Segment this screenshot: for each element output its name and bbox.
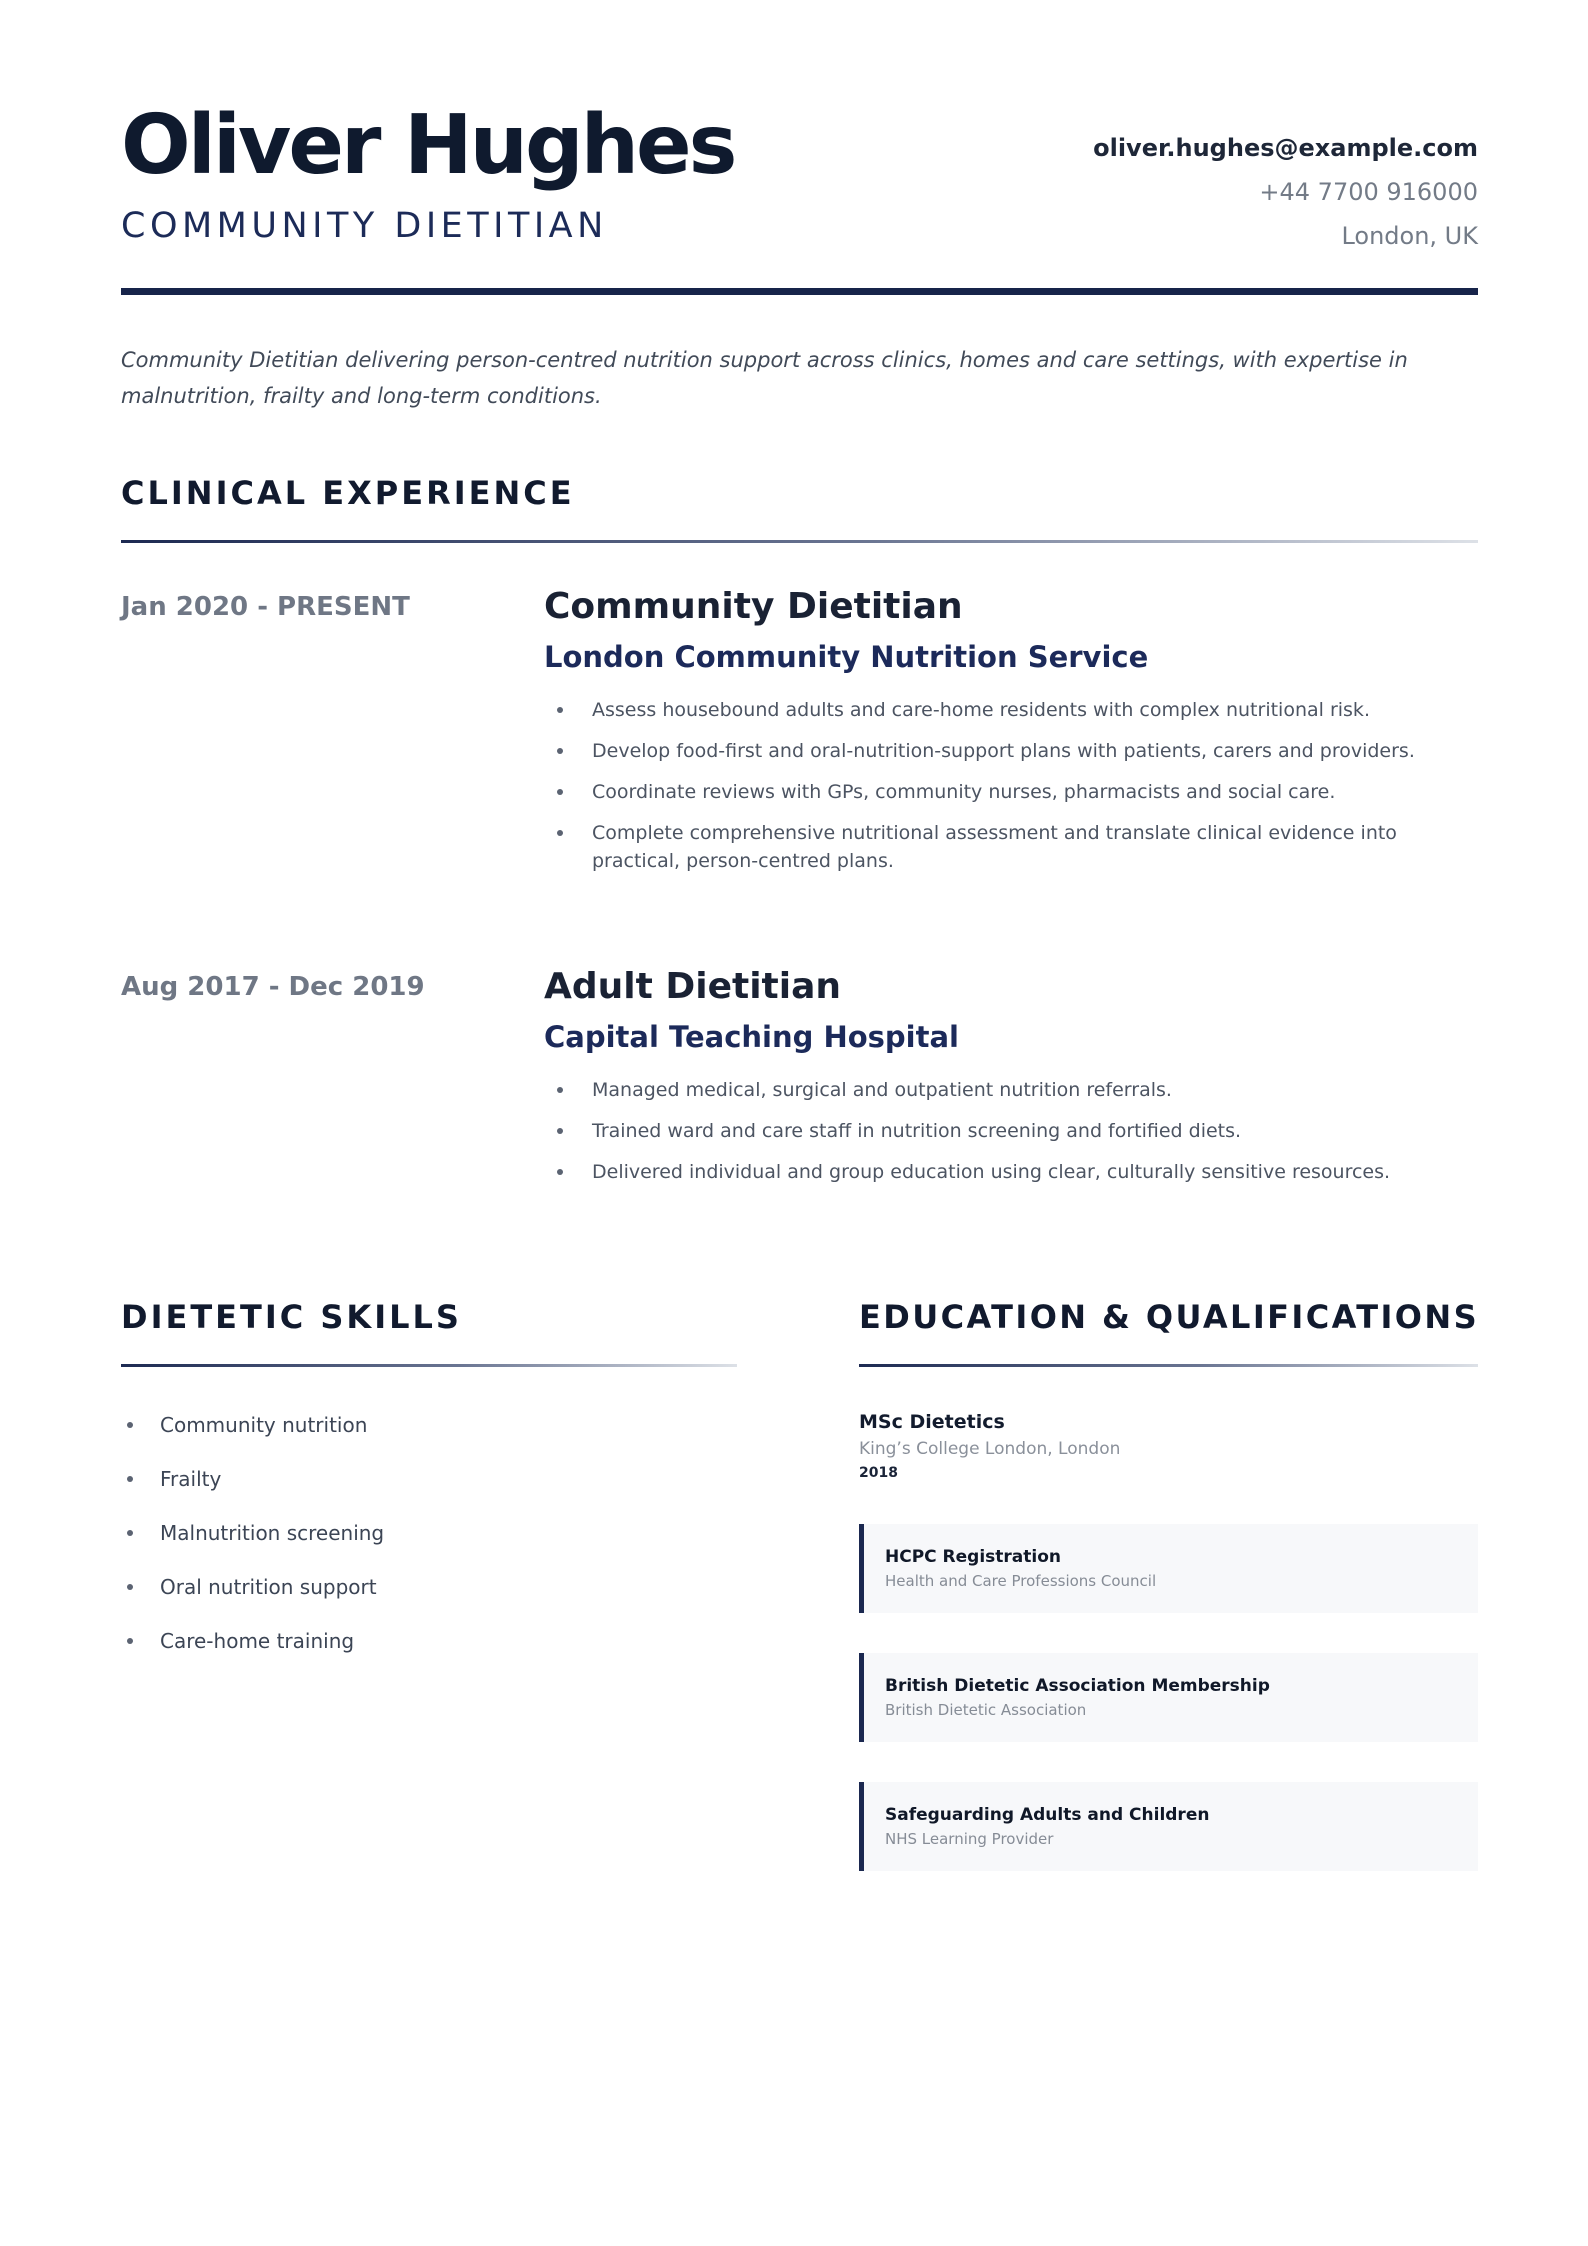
bullet-text: Managed medical, surgical and outpatient nutrition referrals. [592,1079,1172,1101]
skills-list [121,1410,737,1680]
bullet-icon [557,830,563,836]
qualification-issuer: British Dietetic Association [885,1701,1087,1719]
skill-text: Malnutrition screening [160,1521,385,1545]
contact-phone[interactable]: +44 7700 916000 [1259,178,1478,206]
bullet-icon [127,1422,133,1428]
experience-divider [121,540,1478,543]
bullet-text: Assess housebound adults and care-home residents with complex nutritional risk. [592,699,1370,721]
skill-text: Care-home training [160,1629,355,1653]
list-item [544,1117,1478,1145]
job-organization: Capital Teaching Hospital [544,1020,959,1054]
bullet-icon [127,1584,133,1590]
profile-summary: Community Dietitian delivering person-centred nutrition support across clinics, homes and care settings, with expertise in malnutrition, frailty and long-term conditions. [121,348,1408,408]
qualification-issuer: Health and Care Professions Council [885,1572,1157,1590]
education-divider [859,1364,1478,1367]
list-item [121,1410,737,1464]
list-item [121,1572,737,1626]
qualification-card [859,1782,1478,1871]
list-item [544,696,1478,724]
list-item [544,1158,1478,1186]
skills-heading: DIETETIC SKILLS [121,1298,462,1336]
education-heading: EDUCATION & QUALIFICATIONS [859,1298,1480,1336]
skill-text: Community nutrition [160,1413,368,1437]
job-responsibilities [544,696,1478,875]
qualification-issuer: NHS Learning Provider [885,1830,1054,1848]
contact-email[interactable]: oliver.hughes@example.com [1093,134,1478,162]
list-item [544,1076,1478,1104]
list-item [544,737,1478,765]
bullet-icon [557,1087,563,1093]
candidate-name: Oliver Hughes [121,98,735,193]
bullet-text: Delivered individual and group education using clear, culturally sensitive resources. [592,1161,1391,1183]
skill-text: Oral nutrition support [160,1575,377,1599]
bullet-icon [127,1638,133,1644]
job-date: Aug 2017 - Dec 2019 [121,972,425,1002]
degree-year: 2018 [859,1465,898,1481]
qualification-card [859,1653,1478,1742]
list-item [121,1464,737,1518]
experience-heading: CLINICAL EXPERIENCE [121,474,575,512]
job-details [544,962,1478,1199]
qualification-title: HCPC Registration [885,1547,1062,1567]
list-item [544,778,1478,806]
bullet-icon [557,1169,563,1175]
qualification-title: British Dietetic Association Membership [885,1676,1270,1696]
bullet-text: Coordinate reviews with GPs, community nurses, pharmacists and social care. [592,781,1336,803]
list-item [544,819,1478,875]
job-date: Jan 2020 - PRESENT [121,592,410,622]
job-responsibilities [544,1076,1478,1186]
job-organization: London Community Nutrition Service [544,640,1149,674]
bullet-icon [127,1530,133,1536]
header-divider [121,288,1478,295]
job-title: Community Dietitian [544,586,963,627]
contact-location: London, UK [1341,222,1478,250]
bullet-icon [557,748,563,754]
bullet-icon [557,1128,563,1134]
list-item [121,1518,737,1572]
contact-block [1093,126,1478,258]
bullet-icon [557,789,563,795]
skill-text: Frailty [160,1467,222,1491]
degree-name: MSc Dietetics [859,1411,1005,1433]
bullet-icon [557,707,563,713]
skills-divider [121,1364,737,1367]
candidate-role: COMMUNITY DIETITIAN [121,206,608,246]
bullet-text: Complete comprehensive nutritional assessment and translate clinical evidence into practical, person-centred plans. [592,822,1397,872]
job-details [544,582,1478,888]
degree-school: King’s College London, London [859,1439,1121,1459]
bullet-icon [127,1476,133,1482]
resume-header [121,96,1478,296]
qualification-card [859,1524,1478,1613]
degree-entry [859,1408,1478,1484]
job-title: Adult Dietitian [544,966,841,1007]
bullet-text: Trained ward and care staff in nutrition screening and fortified diets. [592,1120,1242,1142]
resume-page [121,0,1478,2246]
list-item [121,1626,737,1680]
qualification-title: Safeguarding Adults and Children [885,1805,1210,1825]
bullet-text: Develop food-first and oral-nutrition-support plans with patients, carers and providers. [592,740,1415,762]
